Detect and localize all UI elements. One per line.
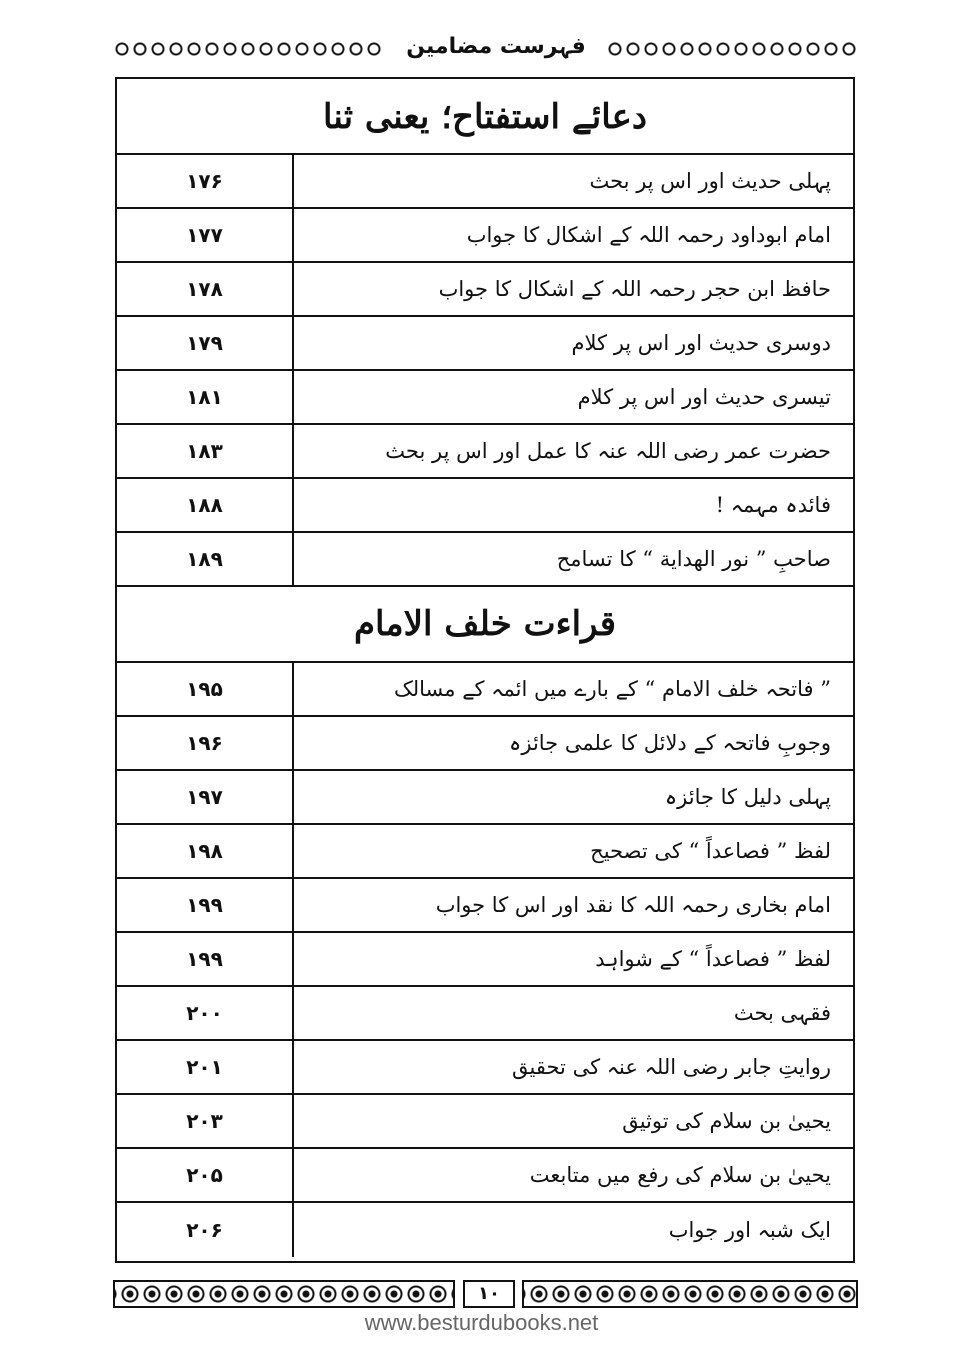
entry-page-number: ۱۹۸	[186, 839, 223, 863]
entry-title: امام بخاری رحمہ اللہ کا نقد اور اس کا جواب	[292, 879, 853, 931]
entry-title: وجوبِ فاتحہ کے دلائل کا علمی جائزہ	[292, 717, 853, 769]
toc-entry	[117, 879, 853, 933]
entry-page-number: ۱۸۳	[186, 439, 223, 463]
entry-title: صاحبِ ” نور الهداية “ کا تسامح	[292, 533, 853, 585]
toc-entry	[117, 663, 853, 717]
page-footer	[113, 1278, 858, 1312]
entry-title: روایتِ جابر رضی اللہ عنہ کی تحقیق	[292, 1041, 853, 1093]
entry-title: ” فاتحہ خلف الامام “ کے بارے میں ائمہ کے مسالک	[292, 663, 853, 715]
footer-ornament-left	[113, 1280, 455, 1308]
entry-page-number: ۱۹۵	[186, 677, 223, 701]
toc-entry	[117, 933, 853, 987]
toc-entry	[117, 263, 853, 317]
header-ornament-left	[113, 40, 385, 58]
toc-entry	[117, 425, 853, 479]
entry-page-number: ۲۰۱	[186, 1055, 223, 1079]
entry-page-number: ۱۸۸	[186, 493, 223, 517]
entry-page-number: ۱۷۷	[186, 223, 223, 247]
table-of-contents	[115, 77, 855, 1263]
toc-entry	[117, 1149, 853, 1203]
toc-entry	[117, 1041, 853, 1095]
entry-page-number: ۱۷۶	[186, 169, 223, 193]
entry-title: لفظ ” فصاعداً “ کی تصحیح	[292, 825, 853, 877]
watermark-url: www.besturdubooks.net	[364, 1310, 599, 1335]
toc-entry	[117, 209, 853, 263]
entry-title: دوسری حدیث اور اس پر کلام	[292, 317, 853, 369]
toc-entry	[117, 533, 853, 587]
footer-ornament-right	[522, 1280, 858, 1308]
entry-page-number: ۲۰۰	[186, 1001, 223, 1025]
entry-page-number: ۱۸۱	[186, 385, 223, 409]
entry-page-number: ۲۰۳	[186, 1109, 223, 1133]
header-ornament-right	[606, 40, 858, 58]
entry-page-number: ۲۰۶	[186, 1218, 223, 1242]
section-title: دعائے استفتاح؛ یعنی ثنا	[323, 96, 647, 137]
entry-title: تیسری حدیث اور اس پر کلام	[292, 371, 853, 423]
toc-entry	[117, 317, 853, 371]
entry-page-number: ۱۹۷	[186, 785, 223, 809]
toc-entry	[117, 771, 853, 825]
toc-entry	[117, 1203, 853, 1257]
entry-page-number: ۱۹۶	[186, 731, 223, 755]
section-heading-row	[117, 79, 853, 155]
entry-title: یحییٰ بن سلام کی رفع میں متابعت	[292, 1149, 853, 1201]
entry-title: فقہی بحث	[292, 987, 853, 1039]
entry-page-number: ۲۰۵	[186, 1163, 223, 1187]
entry-page-number: ۱۷۹	[186, 331, 223, 355]
entry-title: حافظ ابن حجر رحمہ اللہ کے اشکال کا جواب	[292, 263, 853, 315]
header-title: فہرست مضامین	[406, 34, 586, 59]
entry-page-number: ۱۸۹	[186, 547, 223, 571]
toc-entry	[117, 825, 853, 879]
page-number: ۱۰	[463, 1280, 515, 1308]
toc-entry	[117, 987, 853, 1041]
entry-page-number: ۱۹۹	[186, 947, 223, 971]
section-heading-row	[117, 587, 853, 663]
toc-entry	[117, 155, 853, 209]
page-header	[113, 32, 858, 66]
entry-title: حضرت عمر رضی اللہ عنہ کا عمل اور اس پر بحث	[292, 425, 853, 477]
entry-page-number: ۱۷۸	[186, 277, 223, 301]
entry-title: ایک شبہ اور جواب	[292, 1203, 853, 1257]
entry-page-number: ۱۹۹	[186, 893, 223, 917]
entry-title: امام ابوداود رحمہ اللہ کے اشکال کا جواب	[292, 209, 853, 261]
entry-title: لفظ ” فصاعداً “ کے شواہد	[292, 933, 853, 985]
section-title: قراءت خلف الامام	[353, 604, 617, 644]
toc-entry	[117, 717, 853, 771]
entry-title: فائدہ مہمہ !	[292, 479, 853, 531]
toc-entry	[117, 1095, 853, 1149]
entry-title: یحییٰ بن سلام کی توثیق	[292, 1095, 853, 1147]
toc-entry	[117, 479, 853, 533]
entry-title: پہلی دلیل کا جائزہ	[292, 771, 853, 823]
entry-title: پہلی حدیث اور اس پر بحث	[292, 155, 853, 207]
toc-entry	[117, 371, 853, 425]
